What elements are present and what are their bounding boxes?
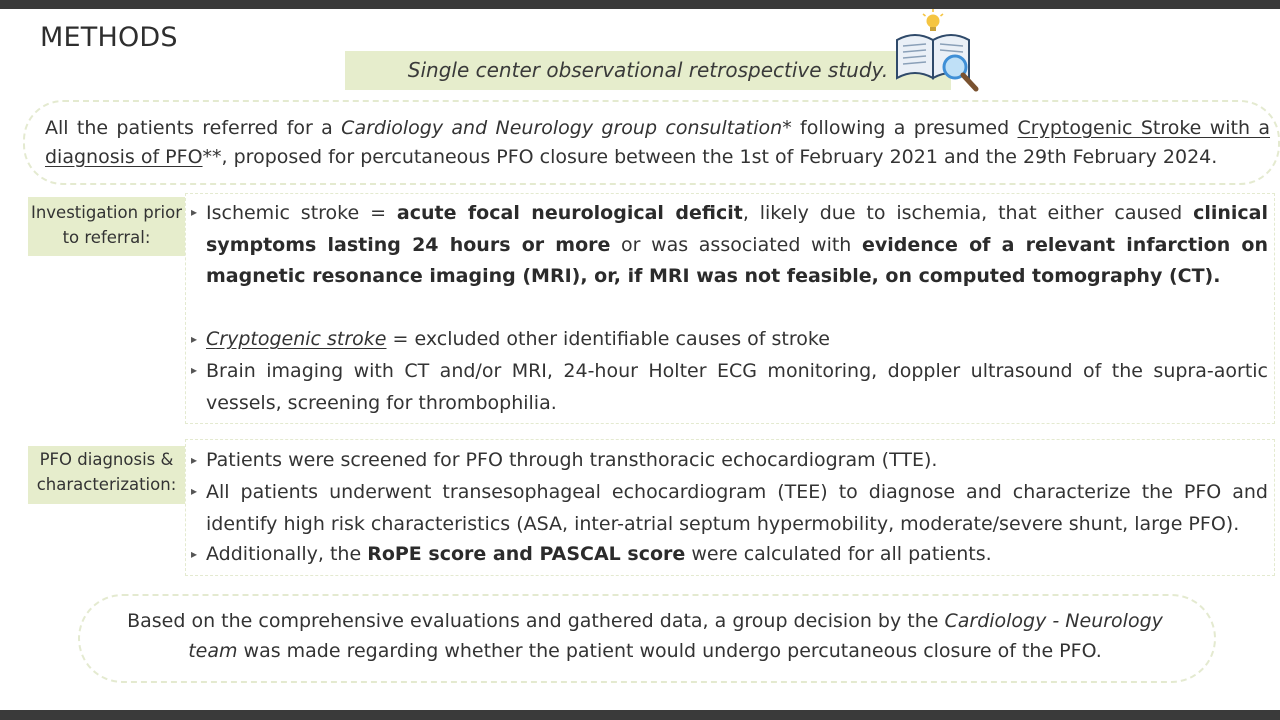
- top-bar: [0, 0, 1280, 9]
- pfo-diagnosis-label: PFO diagnosis & characterization:: [28, 446, 185, 504]
- tee-characterization-text: All patients underwent transesophageal echocardiogram (TEE) to diagnose and characterize the PFO and identify high risk characteristics (ASA, inter-atrial septum hypermobility, moderate/severe shunt, large PFO).: [206, 481, 1268, 535]
- study-type-text: Single center observational retrospective study.: [407, 58, 889, 82]
- tte-screening-text: Patients were screened for PFO through transthoracic echocardiogram (TTE).: [206, 449, 938, 471]
- intro-text-part: following a presumed: [791, 117, 1018, 139]
- page-title: METHODS: [40, 22, 178, 53]
- bullet-marker: ▸: [191, 205, 198, 219]
- scores-emphasis: RoPE score and PASCAL score: [367, 543, 686, 565]
- scores-text-part: were calculated for all patients.: [685, 543, 992, 565]
- bullet-marker: ▸: [191, 547, 198, 561]
- consultation-term: Cardiology and Neurology group consultation*: [341, 117, 792, 139]
- ischemic-stroke-definition: [206, 198, 1268, 293]
- definition-text-part: Ischemic stroke =: [206, 202, 397, 224]
- investigation-label: Investigation prior to referral:: [28, 197, 185, 256]
- bullet-marker: ▸: [191, 363, 198, 377]
- team-term: Cardiology - Neurology team: [188, 610, 1163, 662]
- bullet-marker: ▸: [191, 332, 198, 346]
- definition-text-part: = excluded other identifiable causes of stroke: [386, 328, 830, 350]
- magnifier-icon: [944, 56, 976, 89]
- conclusion-text-part: was made regarding whether the patient would undergo percutaneous closure of the PFO.: [237, 639, 1102, 662]
- risk-scores-text: [206, 539, 1268, 571]
- definition-emphasis: clinical symptoms lasting 24 hours or more: [206, 202, 1269, 256]
- scores-text-part: Additionally, the: [206, 543, 368, 565]
- definition-text-part: or was associated with: [610, 233, 862, 256]
- book-magnifier-lightbulb-icon: [893, 6, 983, 96]
- cryptogenic-stroke-term: Cryptogenic stroke: [206, 328, 387, 350]
- intro-text-part: All the patients referred for a: [45, 117, 342, 139]
- inclusion-criteria-text: [45, 114, 1270, 171]
- definition-text-part: , likely due to ischemia, that either caused: [742, 202, 1194, 224]
- group-decision-text: [100, 607, 1190, 666]
- intro-text-part: **, proposed for percutaneous PFO closure between the 1st of February 2021 and the 29th February 2024.: [202, 145, 1218, 168]
- definition-emphasis: acute focal neurological deficit: [396, 202, 743, 224]
- imaging-workup-text: Brain imaging with CT and/or MRI, 24-hour Holter ECG monitoring, doppler ultrasound of the supra-aortic vessels, screening for thrombophilia.: [206, 360, 1268, 414]
- bullet-marker: ▸: [191, 484, 198, 498]
- conclusion-text-part: Based on the comprehensive evaluations and gathered data, a group decision by the: [127, 610, 945, 632]
- cryptogenic-stroke-pfo-term: Cryptogenic Stroke with a diagnosis of PFO: [45, 117, 1271, 168]
- definition-emphasis: evidence of a relevant infarction on magnetic resonance imaging (MRI), or, if MRI was not feasible, on computed tomography (CT).: [206, 233, 1268, 287]
- lightbulb-icon: [923, 9, 943, 31]
- bullet-marker: ▸: [191, 453, 198, 467]
- study-type-banner: [345, 51, 951, 90]
- cryptogenic-stroke-definition: [206, 324, 1268, 356]
- bottom-bar: [0, 710, 1280, 720]
